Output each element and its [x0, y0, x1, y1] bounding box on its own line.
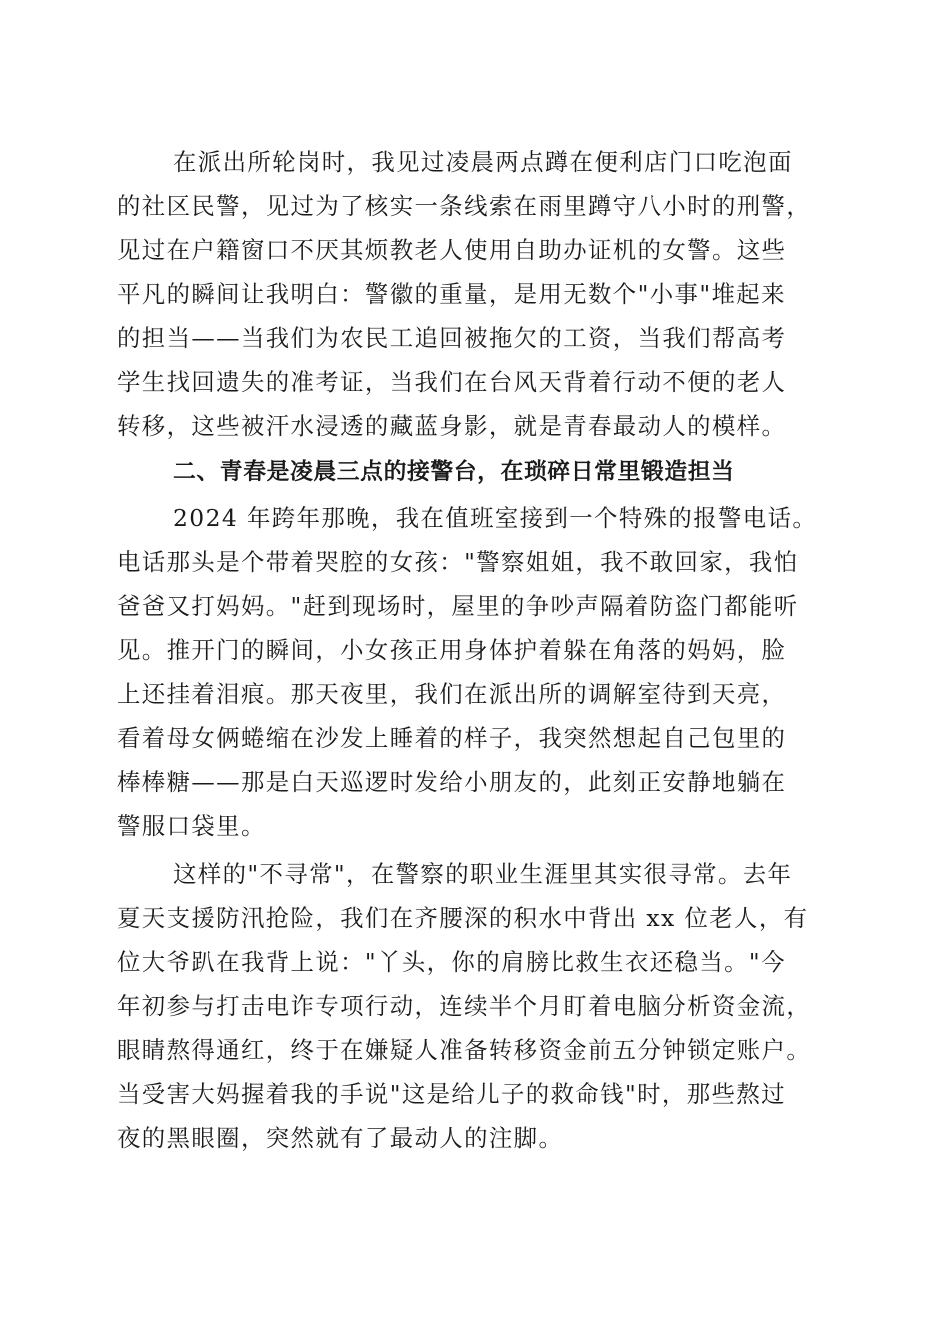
paragraph-line: 在派出所轮岗时，我见过凌晨两点蹲在便利店门口吃泡面: [173, 148, 793, 176]
paragraph-line: 见过在户籍窗口不厌其烦教老人使用自助办证机的女警。这些: [117, 236, 787, 264]
paragraph-line: 这样的"不寻常"，在警察的职业生涯里其实很寻常。去年: [173, 860, 793, 888]
paragraph-line: 夏天支援防汛抢险，我们在齐腰深的积水中背出 xx 位老人，有: [117, 904, 809, 932]
paragraph-line: 警服口袋里。: [117, 812, 266, 840]
paragraph-line: 电话那头是个带着哭腔的女孩："警察姐姐，我不敢回家，我怕: [117, 548, 799, 576]
paragraph-line: 爸爸又打妈妈。"赶到现场时，屋里的争吵声隔着防盗门都能听: [117, 592, 799, 620]
paragraph-line: 看着母女俩蜷缩在沙发上睡着的样子，我突然想起自己包里的: [117, 724, 787, 752]
paragraph-line: 夜的黑眼圈，突然就有了最动人的注脚。: [117, 1124, 564, 1152]
paragraph-line: 的担当——当我们为农民工追回被拖欠的工资，当我们帮高考: [117, 324, 787, 352]
paragraph-line: 眼睛熬得通红，终于在嫌疑人准备转移资金前五分钟锁定账户。: [117, 1036, 812, 1064]
paragraph-line: 年初参与打击电诈专项行动，连续半个月盯着电脑分析资金流，: [117, 992, 812, 1020]
paragraph-line: 当受害大妈握着我的手说"这是给儿子的救命钱"时，那些熬过: [117, 1080, 786, 1108]
paragraph-line: 上还挂着泪痕。那天夜里，我们在派出所的调解室待到天亮，: [117, 680, 787, 708]
paragraph-line: 位大爷趴在我背上说："丫头，你的肩膀比救生衣还稳当。"今: [117, 948, 786, 976]
paragraph-line: 见。推开门的瞬间，小女孩正用身体护着躲在角落的妈妈，脸: [117, 636, 787, 664]
paragraph-line: 转移，这些被汗水浸透的藏蓝身影，就是青春最动人的模样。: [117, 412, 787, 440]
paragraph-line: 2024 年跨年那晚，我在值班室接到一个特殊的报警电话。: [173, 504, 818, 532]
section-heading: 二、青春是凌晨三点的接警台，在琐碎日常里锻造担当: [173, 459, 735, 485]
paragraph-line: 棒棒糖——那是白天巡逻时发给小朋友的，此刻正安静地躺在: [117, 768, 787, 796]
paragraph-line: 的社区民警，见过为了核实一条线索在雨里蹲守八小时的刑警，: [117, 192, 812, 220]
paragraph-line: 平凡的瞬间让我明白：警徽的重量，是用无数个"小事"堆起来: [117, 280, 786, 308]
paragraph-line: 学生找回遗失的准考证，当我们在台风天背着行动不便的老人: [117, 368, 787, 396]
